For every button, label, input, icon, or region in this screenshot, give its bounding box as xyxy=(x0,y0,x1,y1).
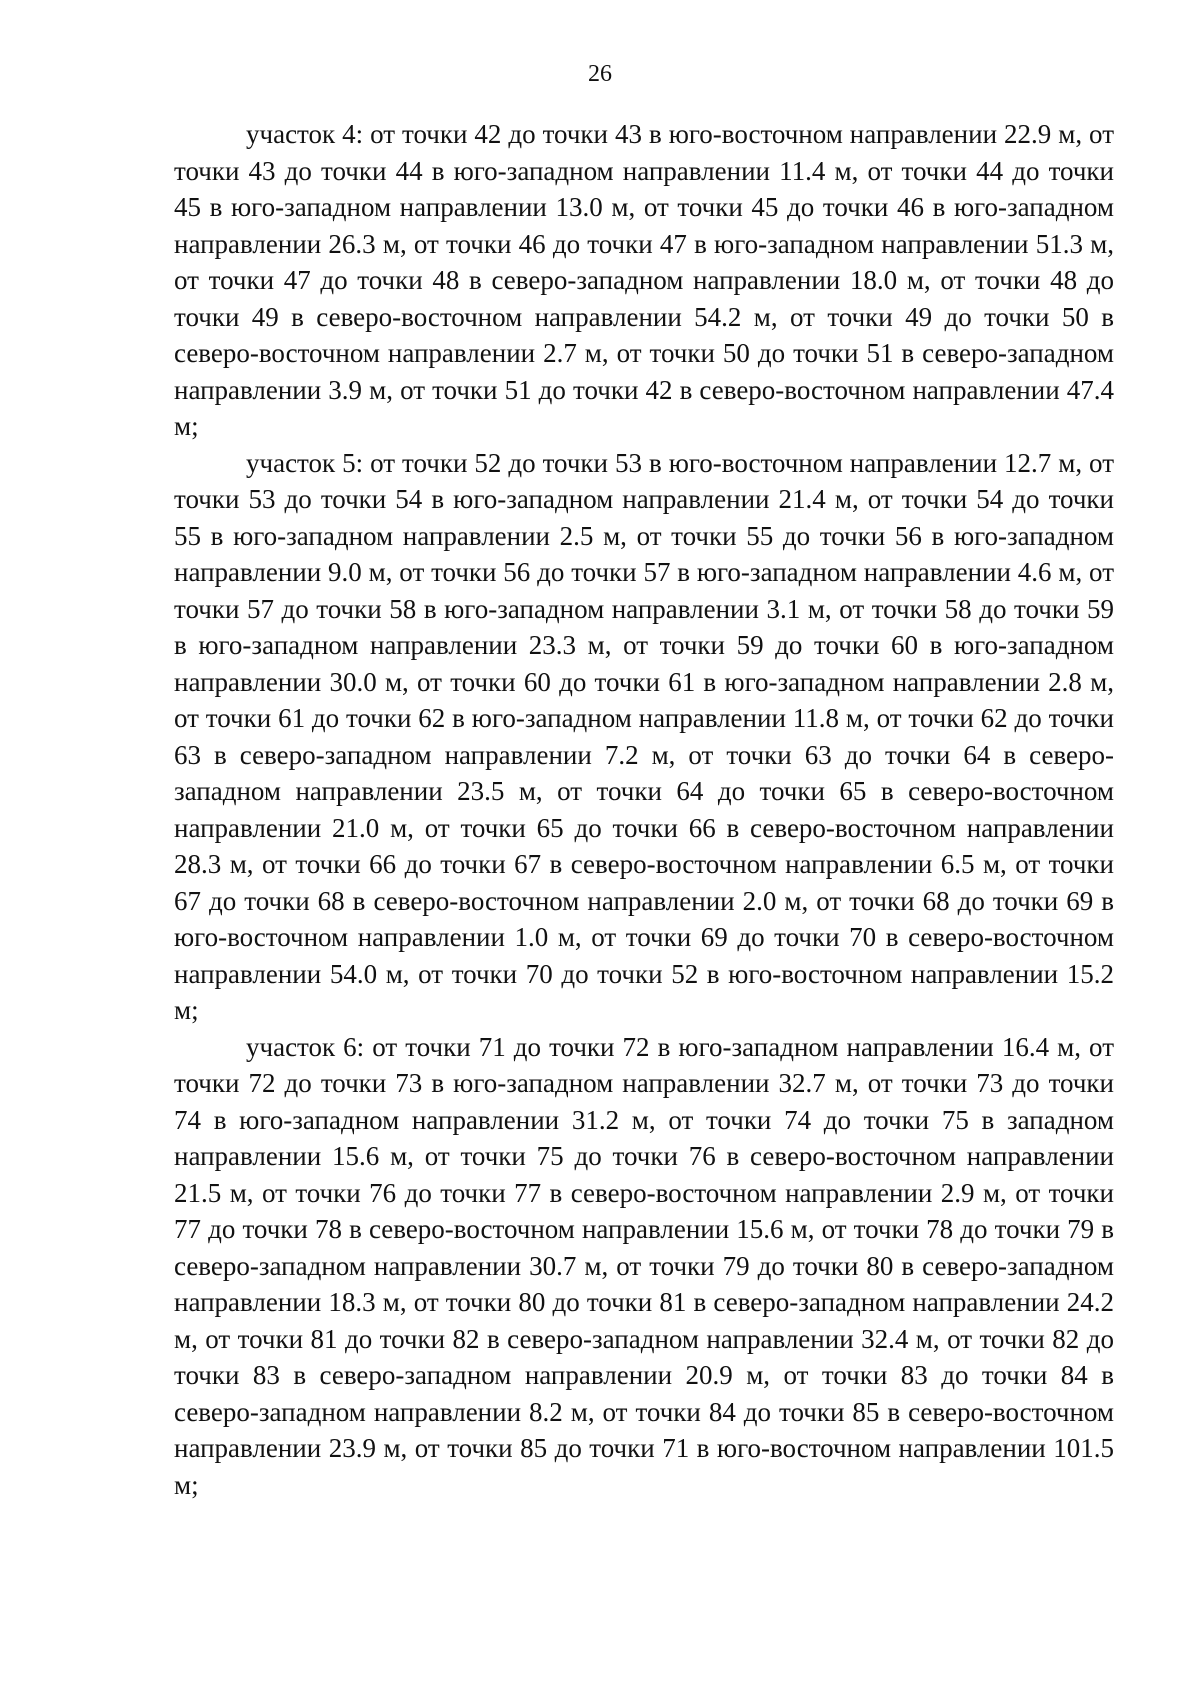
paragraph-plot-5: участок 5: от точки 52 до точки 53 в юго-восточном направлении 12.7 м, от точки 53 до точки 54 в юго-западном направлении 21.4 м, от точки 54 до точки 55 в юго-западном направлении 2.5 м, от точки 55 до точки 56 в юго-западном направлении 9.0 м, от точки 56 до точки 57 в юго-западном направлении 4.6 м, от точки 57 до точки 58 в юго-западном направлении 3.1 м, от точки 58 до точки 59 в юго-западном направлении 23.3 м, от точки 59 до точки 60 в юго-западном направлении 30.0 м, от точки 60 до точки 61 в юго-западном направлении 2.8 м, от точки 61 до точки 62 в юго-западном направлении 11.8 м, от точки 62 до точки 63 в северо-западном направлении 7.2 м, от точки 63 до точки 64 в северо-западном направлении 23.5 м, от точки 64 до точки 65 в северо-восточном направлении 21.0 м, от точки 65 до точки 66 в северо-восточном направлении 28.3 м, от точки 66 до точки 67 в северо-восточном направлении 6.5 м, от точки 67 до точки 68 в северо-восточном направлении 2.0 м, от точки 68 до точки 69 в юго-восточном направлении 1.0 м, от точки 69 до точки 70 в северо-восточном направлении 54.0 м, от точки 70 до точки 52 в юго-восточном направлении 15.2 м; xyxy=(174,447,1114,1025)
document-body xyxy=(174,116,1114,1503)
paragraph-plot-4: участок 4: от точки 42 до точки 43 в юго-восточном направлении 22.9 м, от точки 43 до точки 44 в юго-западном направлении 11.4 м, от точки 44 до точки 45 в юго-западном направлении 13.0 м, от точки 45 до точки 46 в юго-западном направлении 26.3 м, от точки 46 до точки 47 в юго-западном направлении 51.3 м, от точки 47 до точки 48 в северо-западном направлении 18.0 м, от точки 48 до точки 49 в северо-восточном направлении 54.2 м, от точки 49 до точки 50 в северо-восточном направлении 2.7 м, от точки 50 до точки 51 в северо-западном направлении 3.9 м, от точки 51 до точки 42 в северо-восточном направлении 47.4 м; xyxy=(174,119,1114,441)
page-number: 26 xyxy=(588,61,612,87)
paragraph-plot-6: участок 6: от точки 71 до точки 72 в юго-западном направлении 16.4 м, от точки 72 до точки 73 в юго-западном направлении 32.7 м, от точки 73 до точки 74 в юго-западном направлении 31.2 м, от точки 74 до точки 75 в западном направлении 15.6 м, от точки 75 до точки 76 в северо-восточном направлении 21.5 м, от точки 76 до точки 77 в северо-восточном направлении 2.9 м, от точки 77 до точки 78 в северо-восточном направлении 15.6 м, от точки 78 до точки 79 в северо-западном направлении 30.7 м, от точки 79 до точки 80 в северо-западном направлении 18.3 м, от точки 80 до точки 81 в северо-западном направлении 24.2 м, от точки 81 до точки 82 в северо-западном направлении 32.4 м, от точки 82 до точки 83 в северо-западном направлении 20.9 м, от точки 83 до точки 84 в северо-западном направлении 8.2 м, от точки 84 до точки 85 в северо-восточном направлении 23.9 м, от точки 85 до точки 71 в юго-восточном направлении 101.5 м; xyxy=(174,1031,1114,1500)
